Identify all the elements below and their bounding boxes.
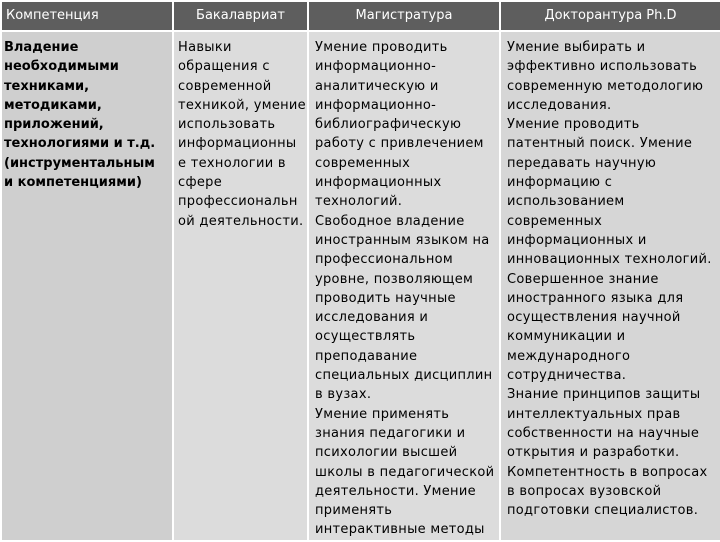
cell-doctorate xyxy=(500,31,720,541)
text-line: собственности на научные xyxy=(507,425,700,441)
text-line: Совершенное знание xyxy=(507,271,659,287)
text-line: коммуникации и xyxy=(507,329,626,345)
text-line: передавать научную xyxy=(507,155,657,171)
text-line: специальных дисциплин xyxy=(315,368,493,384)
text-line: технологий. xyxy=(315,194,403,210)
text-line: Свободное владение xyxy=(315,213,465,229)
text-line: открытия и разработки. xyxy=(507,445,680,461)
cell-bachelor xyxy=(173,31,308,541)
text-line: Навыки xyxy=(178,40,232,55)
text-line: ой деятельности. xyxy=(178,213,304,229)
text-line: Умение применять xyxy=(315,406,450,422)
cell-competence xyxy=(1,31,173,541)
text-line: профессиональном xyxy=(315,252,454,268)
text-line: патентный поиск. Умение xyxy=(507,136,693,152)
text-line: иностранным языком на xyxy=(315,232,490,248)
header-bachelor: Бакалавриат xyxy=(173,1,308,31)
text-line: аналитическую и xyxy=(315,78,439,94)
text-line: информационно- xyxy=(315,97,437,113)
text-line: информационно- xyxy=(315,59,437,75)
text-line: сфере xyxy=(178,175,223,191)
text-line: современную методологию xyxy=(507,78,704,94)
text-line: современных xyxy=(507,213,603,229)
text-line: осуществления научной xyxy=(507,310,681,326)
text-line: профессиональн xyxy=(178,194,298,210)
text-line: приложений, xyxy=(4,117,104,133)
text-line: Владение xyxy=(4,40,79,55)
text-line: Умение выбирать и xyxy=(507,40,646,55)
text-line: библиографическую xyxy=(315,117,462,133)
text-line: в вузах. xyxy=(315,387,372,403)
text-line: в вопросах вузовской xyxy=(507,483,662,499)
text-line: школы в педагогической xyxy=(315,464,495,480)
text-line: Знание принципов защиты xyxy=(507,387,701,403)
text-line: инновационных технологий. xyxy=(507,252,712,268)
text-line: интерактивные методы xyxy=(315,522,485,538)
text-line: использовать xyxy=(178,117,276,133)
text-line: эффективно использовать xyxy=(507,59,698,75)
text-line: современных xyxy=(315,155,411,171)
text-line: сотрудничества. xyxy=(507,368,627,384)
text-line: знания педагогики и xyxy=(315,425,466,441)
text-line: Компетентность в вопросах xyxy=(507,464,708,480)
text-line: применять xyxy=(315,503,393,519)
header-competence: Компетенция xyxy=(1,1,173,31)
text-line: Умение проводить xyxy=(315,40,448,55)
text-line: осуществлять xyxy=(315,329,416,345)
text-line: проводить научные xyxy=(315,290,456,306)
text-line: уровне, позволяющем xyxy=(315,271,474,287)
text-line: методиками, xyxy=(4,97,102,113)
table-row xyxy=(1,31,720,541)
text-line: информационны xyxy=(178,136,297,152)
text-line: подготовки специалистов. xyxy=(507,503,699,519)
text-line: необходимыми xyxy=(4,59,119,75)
text-line: информацию с xyxy=(507,175,613,191)
text-line: информационных и xyxy=(507,232,647,248)
text-line: обращения с xyxy=(178,59,270,75)
header-row xyxy=(1,1,720,31)
text-line: современной xyxy=(178,78,272,94)
text-line: использованием xyxy=(507,194,625,210)
header-master: Магистратура xyxy=(308,1,500,31)
text-line: исследования. xyxy=(507,97,612,113)
text-line: работу с привлечением xyxy=(315,136,484,152)
text-line: и компетенциями) xyxy=(4,175,142,191)
text-line: деятельности. Умение xyxy=(315,483,476,499)
text-line: е технологии в xyxy=(178,155,286,171)
text-line: техникой, умение xyxy=(178,97,306,113)
text-line: (инструментальным xyxy=(4,155,155,171)
text-line: техниками, xyxy=(4,78,90,94)
text-line: международного xyxy=(507,348,631,364)
text-line: исследования и xyxy=(315,310,429,326)
text-line: Умение проводить xyxy=(507,117,640,133)
text-line: преподавание xyxy=(315,348,418,364)
text-line: информационных xyxy=(315,175,442,191)
text-line: интеллектуальных прав xyxy=(507,406,681,422)
text-line: технологиями и т.д. xyxy=(4,136,156,152)
text-line: иностранного языка для xyxy=(507,290,684,306)
header-doctorate: Докторантура Ph.D xyxy=(500,1,720,31)
text-line: психологии высшей xyxy=(315,445,458,461)
cell-master xyxy=(308,31,500,541)
